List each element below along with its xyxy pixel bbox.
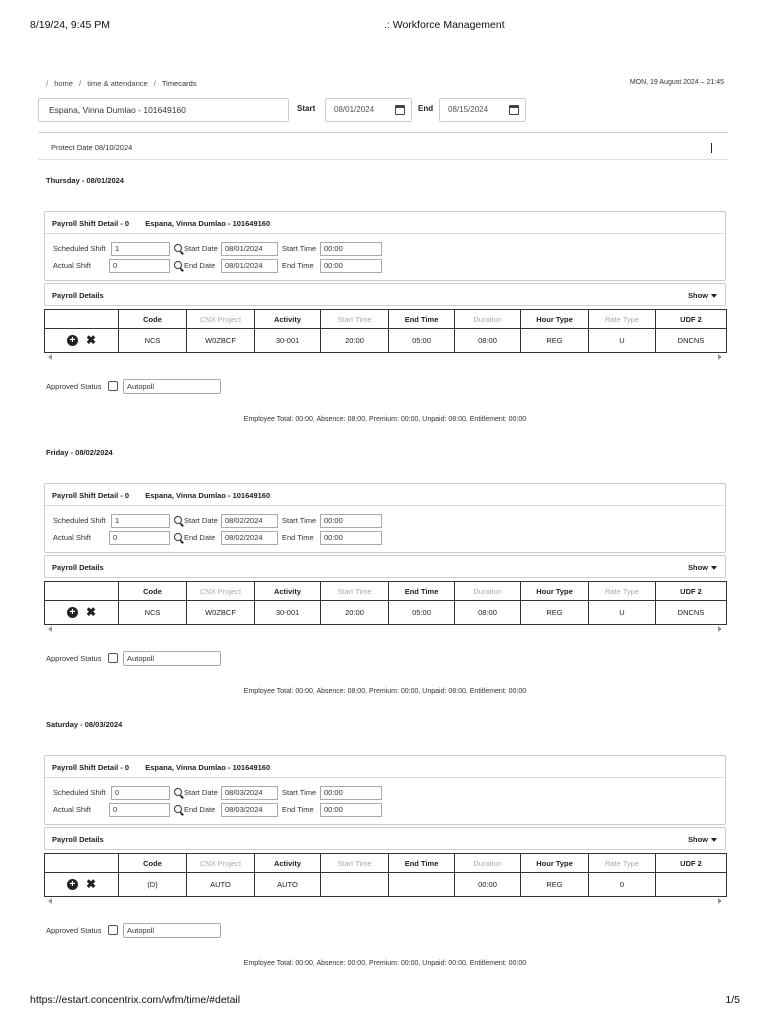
breadcrumb-separator: / <box>153 79 156 88</box>
breadcrumb <box>46 79 197 88</box>
employee-search-input[interactable]: Espana, Vinna Dumlao - 101649160 <box>38 98 289 122</box>
print-title: .: Workforce Management <box>384 19 505 31</box>
search-icon[interactable] <box>174 516 182 524</box>
start-date-label: Start Date <box>184 516 218 525</box>
cell-activity: 30-001 <box>255 601 321 625</box>
scroll-right-arrow-icon[interactable] <box>718 354 722 360</box>
print-datetime: 8/19/24, 9:45 PM <box>30 19 110 31</box>
calendar-icon[interactable] <box>395 105 405 115</box>
table-row <box>45 601 727 625</box>
payroll-details-table <box>44 309 727 353</box>
cell-activity: AUTO <box>255 873 321 897</box>
scheduled-shift-row <box>53 514 723 528</box>
cell-activity: 30-001 <box>255 329 321 353</box>
payroll-shift-detail-panel <box>44 211 726 281</box>
column-header: CNX Project <box>187 854 255 873</box>
approved-status-checkbox[interactable] <box>108 381 118 391</box>
end-date-value: 08/15/2024 <box>448 105 489 114</box>
column-header: Code <box>119 854 187 873</box>
cell-duration: 08:00 <box>455 329 521 353</box>
end-date-picker[interactable] <box>439 98 526 122</box>
cell-code: (D) <box>119 873 187 897</box>
print-url: https://estart.concentrix.com/wfm/time/#detail <box>30 994 241 1006</box>
cell-duration: 00:00 <box>455 873 521 897</box>
column-header: Rate Type <box>589 582 656 601</box>
actual-shift-input[interactable]: 0 <box>109 803 170 817</box>
day-title: Saturday - 08/03/2024 <box>46 720 123 729</box>
start-time-label: Start Time <box>282 244 317 253</box>
current-datetime: MON, 19 August 2024 – 21:45 <box>629 79 724 86</box>
column-header: Hour Type <box>521 854 589 873</box>
approved-status-checkbox[interactable] <box>108 925 118 935</box>
column-header: UDF 2 <box>656 854 727 873</box>
scroll-left-arrow-icon[interactable] <box>48 626 52 632</box>
show-toggle[interactable] <box>688 563 717 572</box>
payroll-shift-detail-panel <box>44 755 726 825</box>
payroll-details-bar <box>44 827 726 850</box>
end-date-label: End Date <box>184 261 216 270</box>
shift-panel-title: Payroll Shift Detail - 0 <box>52 491 130 500</box>
horizontal-scrollbar[interactable] <box>44 626 726 634</box>
payroll-details-title: Payroll Details <box>52 291 104 300</box>
actual-shift-input[interactable]: 0 <box>109 259 170 273</box>
breadcrumb-home[interactable]: home <box>54 79 73 88</box>
employee-name: Espana, Vinna Dumlao - 101649160 <box>145 219 271 228</box>
scroll-right-arrow-icon[interactable] <box>718 626 722 632</box>
shift-panel-header <box>45 484 725 506</box>
cell-cnx-project: W0ZBCF <box>187 329 255 353</box>
cell-hour-type: REG <box>521 601 589 625</box>
divider <box>38 132 728 133</box>
protect-date-text: Protect Date 08/10/2024 <box>51 143 133 152</box>
scheduled-shift-input[interactable]: 1 <box>111 242 170 256</box>
show-label: Show <box>688 835 708 844</box>
start-date-picker[interactable] <box>325 98 412 122</box>
scheduled-shift-input[interactable]: 0 <box>111 786 170 800</box>
search-icon[interactable] <box>174 788 182 796</box>
employee-totals: Employee Total: 00:00, Absence: 00:00, Premium: 00:00, Unpaid: 00:00, Entitlement: 00:00 <box>243 960 527 967</box>
start-time-input[interactable]: 00:00 <box>320 786 382 800</box>
cell-start-time: 20:00 <box>321 601 389 625</box>
column-header: Start Time <box>321 854 389 873</box>
start-date-label: Start <box>297 104 316 113</box>
breadcrumb-separator: / <box>46 79 49 88</box>
horizontal-scrollbar[interactable] <box>44 354 726 362</box>
column-header: Code <box>119 310 187 329</box>
cell-hour-type: REG <box>521 329 589 353</box>
end-time-input[interactable]: 00:00 <box>320 259 382 273</box>
column-header: Rate Type <box>589 854 656 873</box>
scroll-left-arrow-icon[interactable] <box>48 354 52 360</box>
end-time-label: End Time <box>282 805 314 814</box>
add-row-icon[interactable]: + <box>67 879 78 890</box>
delete-row-icon[interactable]: ✖ <box>85 605 97 619</box>
shift-panel-title: Payroll Shift Detail - 0 <box>52 219 130 228</box>
actual-shift-input[interactable]: 0 <box>109 531 170 545</box>
day-title: Friday - 08/02/2024 <box>46 448 113 457</box>
cell-end-time: 05:00 <box>389 329 455 353</box>
approved-status-label: Approved Status <box>46 654 102 663</box>
end-date-label: End Date <box>184 533 216 542</box>
column-header: End Time <box>389 582 455 601</box>
horizontal-scrollbar[interactable] <box>44 898 726 906</box>
row-actions <box>45 601 119 625</box>
scheduled-shift-label: Scheduled Shift <box>53 516 106 525</box>
cell-hour-type: REG <box>521 873 589 897</box>
payroll-details-title: Payroll Details <box>52 563 104 572</box>
start-time-input[interactable]: 00:00 <box>320 242 382 256</box>
print-page-number: 1/5 <box>725 994 740 1006</box>
cell-start-time: 20:00 <box>321 329 389 353</box>
print-footer <box>0 994 768 1008</box>
start-time-label: Start Time <box>282 788 317 797</box>
end-date-input[interactable]: 08/02/2024 <box>221 531 278 545</box>
start-time-input[interactable]: 00:00 <box>320 514 382 528</box>
column-header: Duration <box>455 310 521 329</box>
start-time-label: Start Time <box>282 516 317 525</box>
caret-down-icon <box>711 838 717 842</box>
scheduled-shift-input[interactable]: 1 <box>111 514 170 528</box>
cell-udf2 <box>656 873 727 897</box>
payroll-details-table <box>44 853 727 897</box>
column-header: Duration <box>455 582 521 601</box>
start-date-label: Start Date <box>184 788 218 797</box>
end-time-input[interactable]: 00:00 <box>320 531 382 545</box>
end-date-label: End Date <box>184 805 216 814</box>
start-date-input[interactable]: 08/02/2024 <box>221 514 278 528</box>
column-header: Rate Type <box>589 310 656 329</box>
column-header: Start Time <box>321 582 389 601</box>
payroll-shift-detail-panel <box>44 483 726 553</box>
cell-duration: 08:00 <box>455 601 521 625</box>
show-toggle[interactable] <box>688 291 717 300</box>
start-date-input[interactable]: 08/03/2024 <box>221 786 278 800</box>
shift-panel-header <box>45 756 725 778</box>
column-header: End Time <box>389 854 455 873</box>
delete-row-icon[interactable]: ✖ <box>85 333 97 347</box>
start-date-label: Start Date <box>184 244 218 253</box>
search-icon[interactable] <box>174 244 182 252</box>
delete-row-icon[interactable]: ✖ <box>85 877 97 891</box>
payroll-details-bar <box>44 555 726 578</box>
cell-rate-type: U <box>589 601 656 625</box>
approved-status-row <box>46 379 346 393</box>
column-header: Activity <box>255 310 321 329</box>
cell-code: NCS <box>119 601 187 625</box>
breadcrumb-time-attendance[interactable]: time & attendance <box>87 79 148 88</box>
table-header-row <box>45 582 727 601</box>
end-date-input[interactable]: 08/03/2024 <box>221 803 278 817</box>
end-date-label: End <box>418 104 434 113</box>
caret-down-icon <box>711 294 717 298</box>
cell-cnx-project: AUTO <box>187 873 255 897</box>
table-header-row <box>45 854 727 873</box>
column-header: Duration <box>455 854 521 873</box>
end-time-input[interactable]: 00:00 <box>320 803 382 817</box>
end-time-label: End Time <box>282 533 314 542</box>
add-row-icon[interactable]: + <box>67 607 78 618</box>
cell-udf2: DNCNS <box>656 601 727 625</box>
scheduled-shift-row <box>53 242 723 256</box>
cell-cnx-project: W0ZBCF <box>187 601 255 625</box>
employee-totals: Employee Total: 00:00, Absence: 08:00, Premium: 00:00, Unpaid: 08:00, Entitlement: 00:00 <box>243 416 527 423</box>
cell-end-time <box>389 873 455 897</box>
column-header: UDF 2 <box>656 582 727 601</box>
scroll-right-arrow-icon[interactable] <box>718 898 722 904</box>
breadcrumb-timecards: Timecards <box>161 79 197 88</box>
actual-shift-row <box>53 803 723 817</box>
row-actions <box>45 329 119 353</box>
table-header-row <box>45 310 727 329</box>
scroll-left-arrow-icon[interactable] <box>48 898 52 904</box>
column-header: Hour Type <box>521 582 589 601</box>
start-date-value: 08/01/2024 <box>334 105 375 114</box>
approved-status-row <box>46 923 346 937</box>
text-cursor <box>711 143 712 153</box>
employee-totals: Employee Total: 00:00, Absence: 08:00, Premium: 00:00, Unpaid: 08:00, Entitlement: 00:00 <box>243 688 527 695</box>
print-header <box>0 19 768 33</box>
show-label: Show <box>688 291 708 300</box>
calendar-icon[interactable] <box>509 105 519 115</box>
approved-status-label: Approved Status <box>46 382 102 391</box>
approved-status-input[interactable]: Autopoll <box>123 379 221 394</box>
shift-panel-header <box>45 212 725 234</box>
actual-shift-row <box>53 259 723 273</box>
column-header <box>45 310 119 329</box>
breadcrumb-separator: / <box>79 79 82 88</box>
payroll-details-table <box>44 581 727 625</box>
cell-rate-type: 0 <box>589 873 656 897</box>
cell-rate-type: U <box>589 329 656 353</box>
column-header: Hour Type <box>521 310 589 329</box>
shift-panel-title: Payroll Shift Detail - 0 <box>52 763 130 772</box>
cell-udf2: DNCNS <box>656 329 727 353</box>
column-header: CNX Project <box>187 582 255 601</box>
table-row <box>45 873 727 897</box>
scheduled-shift-label: Scheduled Shift <box>53 788 106 797</box>
column-header <box>45 854 119 873</box>
end-date-input[interactable]: 08/01/2024 <box>221 259 278 273</box>
approved-status-input[interactable]: Autopoll <box>123 923 221 938</box>
row-actions <box>45 873 119 897</box>
start-date-input[interactable]: 08/01/2024 <box>221 242 278 256</box>
search-icon[interactable] <box>174 261 182 269</box>
approved-status-row <box>46 651 346 665</box>
payroll-details-title: Payroll Details <box>52 835 104 844</box>
search-icon[interactable] <box>174 533 182 541</box>
column-header <box>45 582 119 601</box>
approved-status-label: Approved Status <box>46 926 102 935</box>
day-title: Thursday - 08/01/2024 <box>46 176 124 185</box>
timecard-filter-bar <box>38 98 728 123</box>
approved-status-checkbox[interactable] <box>108 653 118 663</box>
employee-name: Espana, Vinna Dumlao - 101649160 <box>145 491 271 500</box>
column-header: UDF 2 <box>656 310 727 329</box>
add-row-icon[interactable]: + <box>67 335 78 346</box>
column-header: Activity <box>255 854 321 873</box>
approved-status-input[interactable]: Autopoll <box>123 651 221 666</box>
actual-shift-label: Actual Shift <box>53 261 91 270</box>
scheduled-shift-row <box>53 786 723 800</box>
scheduled-shift-label: Scheduled Shift <box>53 244 106 253</box>
actual-shift-row <box>53 531 723 545</box>
cell-start-time <box>321 873 389 897</box>
employee-name: Espana, Vinna Dumlao - 101649160 <box>145 763 271 772</box>
actual-shift-label: Actual Shift <box>53 533 91 542</box>
column-header: Activity <box>255 582 321 601</box>
actual-shift-label: Actual Shift <box>53 805 91 814</box>
cell-code: NCS <box>119 329 187 353</box>
payroll-details-bar <box>44 283 726 306</box>
search-icon[interactable] <box>174 805 182 813</box>
show-label: Show <box>688 563 708 572</box>
show-toggle[interactable] <box>688 835 717 844</box>
column-header: End Time <box>389 310 455 329</box>
table-row <box>45 329 727 353</box>
cell-end-time: 05:00 <box>389 601 455 625</box>
column-header: Code <box>119 582 187 601</box>
end-time-label: End Time <box>282 261 314 270</box>
protect-date-row <box>38 138 728 160</box>
caret-down-icon <box>711 566 717 570</box>
column-header: Start Time <box>321 310 389 329</box>
column-header: CNX Project <box>187 310 255 329</box>
